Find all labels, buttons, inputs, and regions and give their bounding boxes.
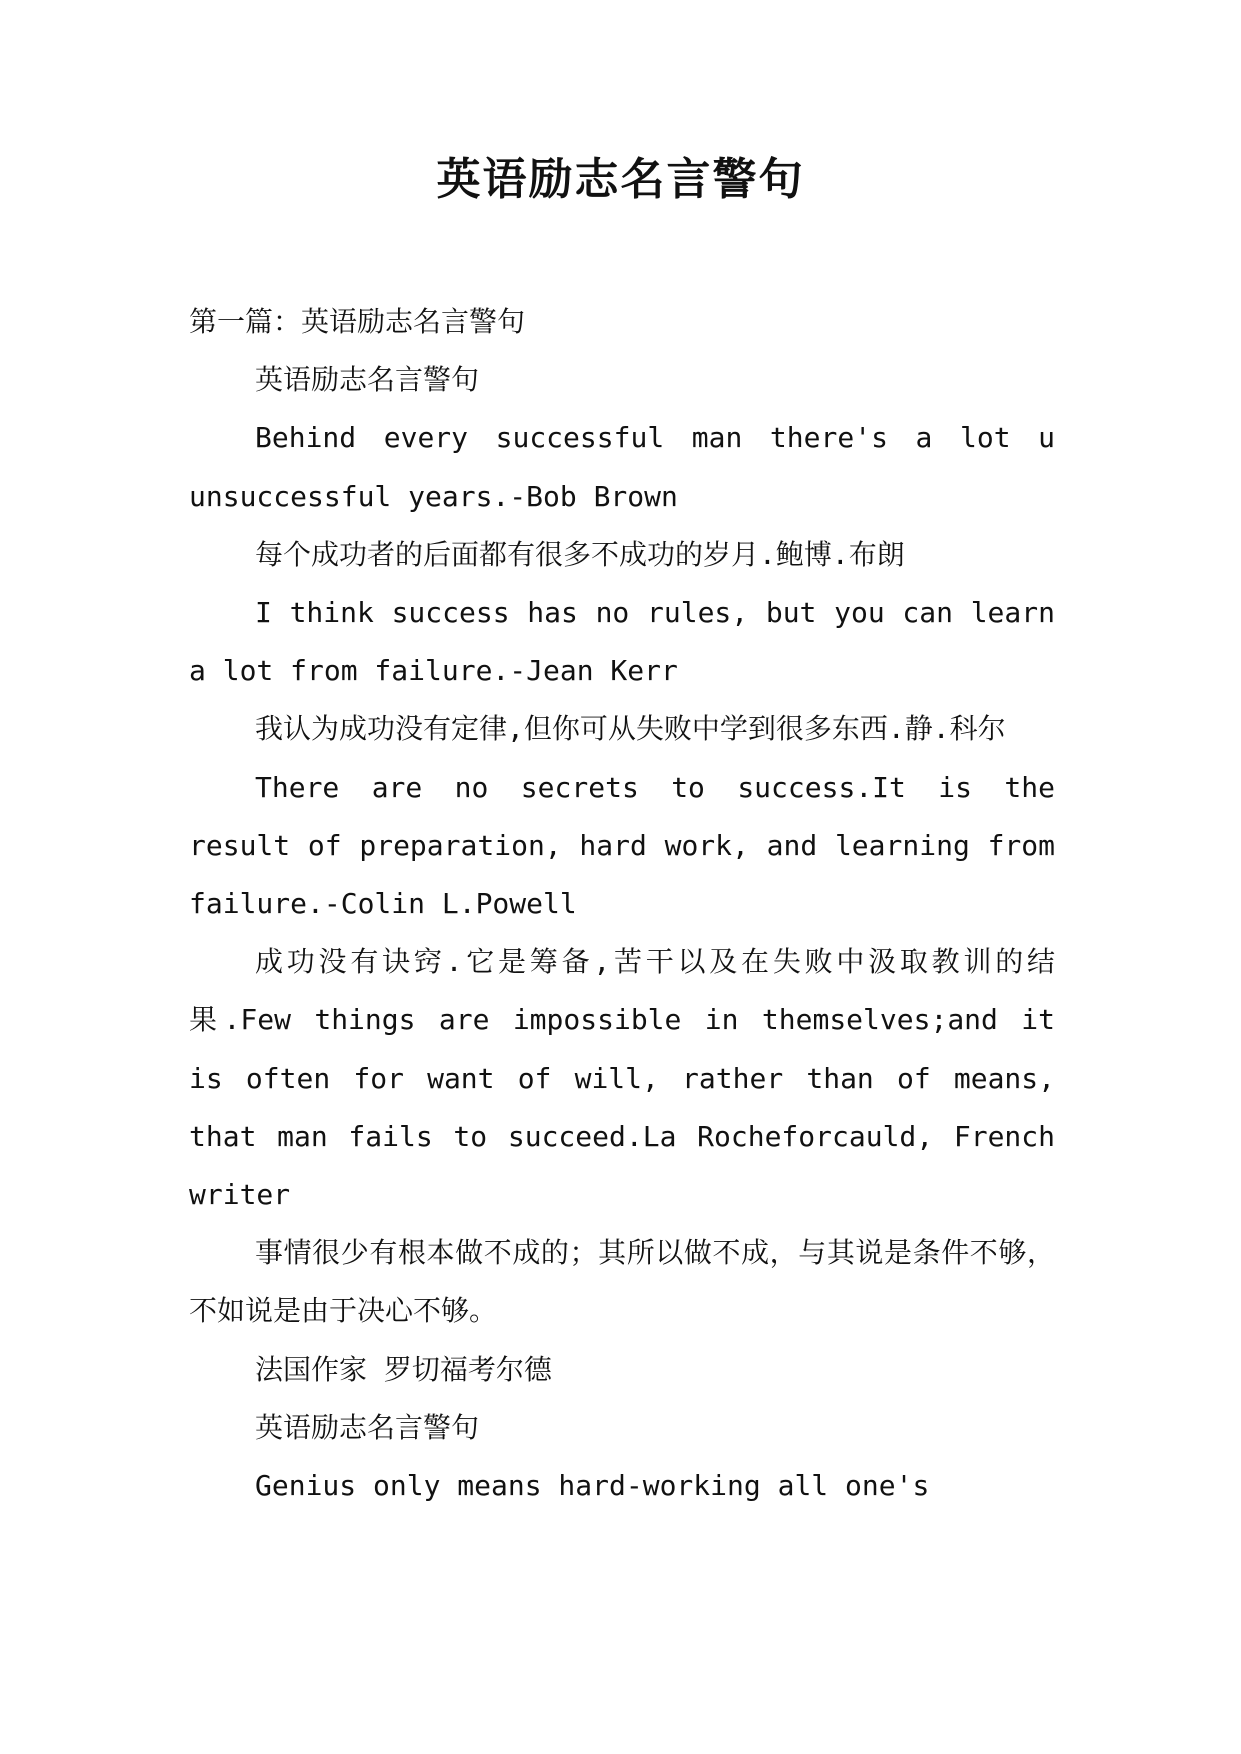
paragraph-quote-chinese: 事情很少有根本做不成的；其所以做不成，与其说是条件不够，不如说是由于决心不够。: [189, 1236, 1055, 1328]
paragraph-quote-english: There are no secrets to success.It is the result of preparation, hard work, and learning from failure.-Colin L.Powell: [189, 770, 1055, 921]
paragraph-quote-mixed: 成功没有诀窍.它是筹备,苦干以及在失败中汲取教训的结果.Few things are impossible in themselves;and it is often for want of will, rather than of means, that man fails to succeed.La Rocheforcauld, French writer: [189, 945, 1055, 1212]
document-body: [189, 293, 1055, 1515]
paragraph-attribution: 法国作家 罗切福考尔德: [255, 1352, 552, 1386]
paragraph-quote-chinese: 我认为成功没有定律,但你可从失败中学到很多东西.静.科尔: [255, 712, 1006, 746]
paragraph-quote-english: Genius only means hard-working all one's: [255, 1469, 930, 1503]
paragraph-subheading: 英语励志名言警句: [255, 1410, 480, 1444]
document-title: 英语励志名言警句: [436, 154, 805, 205]
paragraph-subheading: 英语励志名言警句: [255, 363, 480, 397]
paragraph-quote-english: I think success has no rules, but you can learn a lot from failure.-Jean Kerr: [189, 596, 1055, 688]
paragraph-quote-chinese: 每个成功者的后面都有很多不成功的岁月.鲍博.布朗: [255, 537, 905, 571]
paragraph-quote-english: Behind every successful man there's a lot u unsuccessful years.-Bob Brown: [189, 421, 1055, 513]
section-heading: 第一篇：英语励志名言警句: [189, 305, 526, 338]
